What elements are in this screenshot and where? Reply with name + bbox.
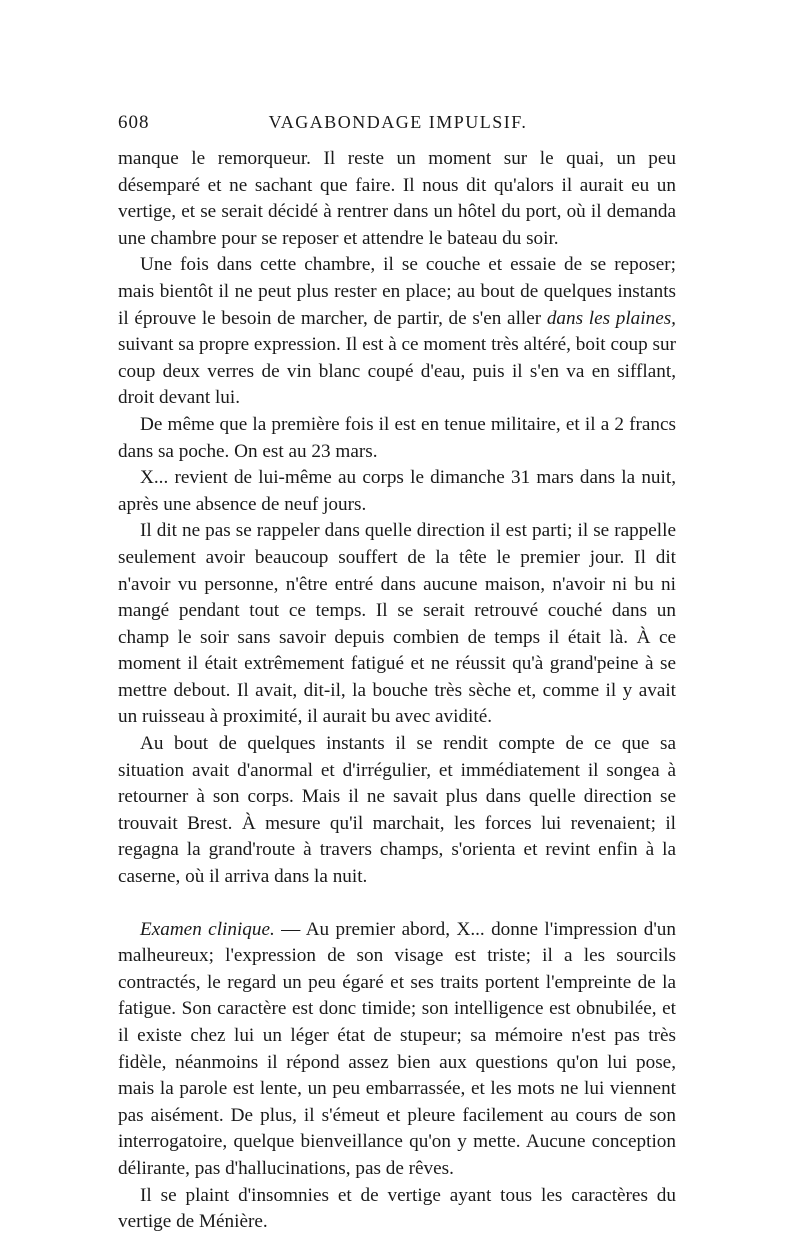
paragraph-3-text: De même que la première fois il est en tenue militaire, et il a 2 francs dans sa poche. On est au 23 mars. (118, 413, 676, 462)
paragraph-8-text: Il se plaint d'insomnies et de vertige ayant tous les caractères du vertige de Ménière. (118, 1184, 676, 1233)
paragraph-3 (118, 412, 676, 465)
paragraph-5 (118, 518, 676, 731)
paragraph-2 (118, 252, 676, 412)
running-title: VAGABONDAGE IMPULSIF. (268, 112, 528, 132)
paragraph-2-emphasis: dans les plaines, (546, 307, 676, 329)
running-head (118, 112, 678, 142)
paragraph-6-text: Au bout de quelques instants il se rendit compte de ce que sa situation avait d'anormal et d'irrégulier, et immédiatement il songea à retourner à son corps. Mais il ne savait plus dans quelle direction se trouvait Brest. À mesure qu'il marchait, les forces lui revenaient; il regagna la grand'route à travers champs, s'orienta et revint enfin à la caserne, où il arriva dans la nuit. (118, 733, 676, 888)
paragraph-4 (118, 465, 676, 518)
paragraph-7 (118, 917, 676, 1183)
paragraph-6 (118, 731, 676, 891)
paragraph-1 (118, 146, 676, 252)
paragraph-2-text-after: suivant sa propre expression. Il est à ce moment très altéré, boit coup sur coup deux verres de vin blanc coupé d'eau, puis il s'en va en sifflant, droit devant lui. (118, 334, 676, 409)
section-title: Examen clinique. (140, 918, 275, 940)
paragraph-4-text: X... revient de lui-même au corps le dimanche 31 mars dans la nuit, après une absence de neuf jours. (118, 467, 676, 515)
paragraph-5-text: Il dit ne pas se rappeler dans quelle direction il est parti; il se rappelle seulement avoir beaucoup souffert de la tête le premier jour. Il dit n'avoir vu personne, n'être entré dans aucune maison, n'avoir ni bu ni mangé pendant tout ce temps. Il se serait retrouvé couché dans un champ le soir sans savoir depuis combien de temps il était là. À ce moment il était extrêmement fatigué et ne réussit qu'à grand'peine à se mettre debout. Il avait, dit-il, la bouche très sèche et, comme il y avait un ruisseau à proximité, il aurait bu avec avidité. (118, 520, 676, 728)
paragraph-8 (118, 1183, 676, 1236)
paragraph-1-text: manque le remorqueur. Il reste un moment sur le quai, un peu désemparé et ne sachant que faire. Il nous dit qu'alors il aurait eu un vertige, et se serait décidé à rentrer dans un hôtel du port, où il demanda une chambre pour se reposer et attendre le bateau du soir. (118, 148, 676, 249)
paragraph-2-text-before: Une fois dans cette chambre, il se couche et essaie de se reposer; mais bientôt il ne peut plus rester en place; au bout de quelques instants il éprouve le besoin de marcher, de partir, de s'en aller (118, 254, 676, 329)
paragraph-7-text: — Au premier abord, X... donne l'impression d'un malheureux; l'expression de son visage est triste; il a les sourcils contractés, le regard un peu égaré et ses traits portent l'empreinte de la fatigue. Son caractère est donc timide; son intelligence est obnubilée, et il existe chez lui un léger état de stupeur; sa mémoire n'est pas très fidèle, néanmoins il répond assez bien aux questions qu'on lui pose, mais la parole est lente, un peu embarrassée, et les mots ne lui viennent pas aisément. De plus, il s'émeut et pleure facilement au cours de son interrogatoire, quelque bienveillance qu'on y mette. Aucune conception délirante, pas d'hallucinations, pas de rêves. (118, 918, 676, 1179)
page-number: 608 (118, 112, 150, 133)
body-text (118, 146, 676, 1236)
